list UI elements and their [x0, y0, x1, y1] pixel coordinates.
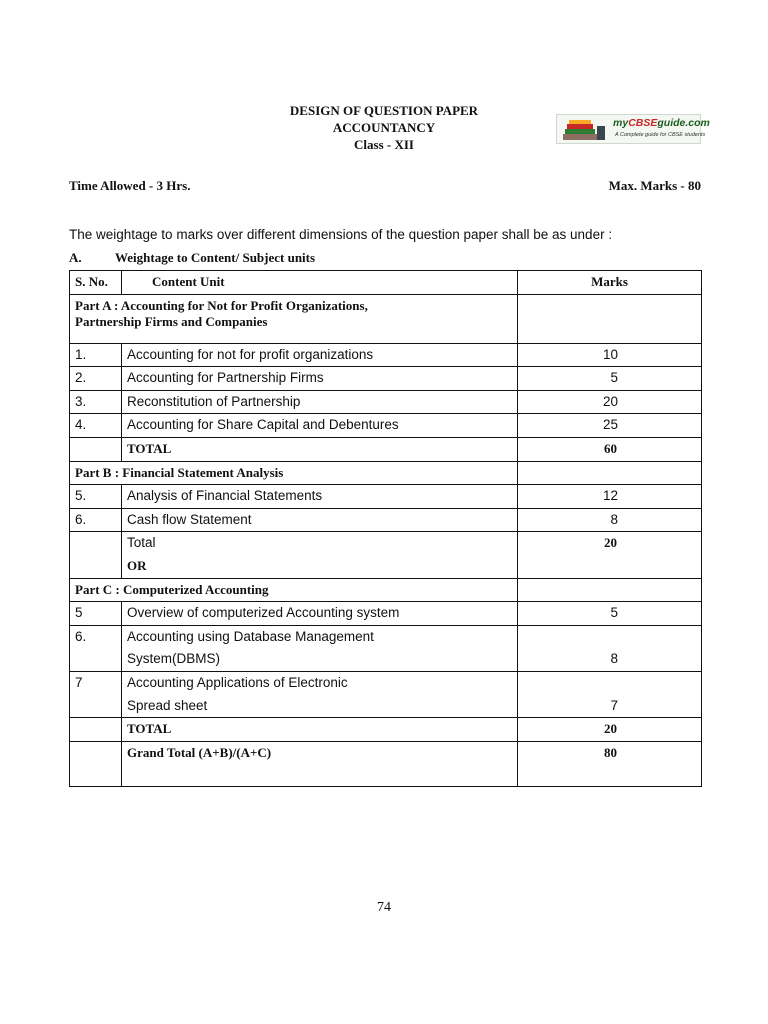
table-row — [70, 343, 702, 367]
row-unit: Accounting for Partnership Firms — [122, 367, 518, 391]
mycbseguide-logo — [556, 114, 710, 144]
logo-brand-cbse: CBSE — [628, 117, 658, 129]
max-marks: Max. Marks - 80 — [608, 178, 701, 193]
table-row — [70, 695, 702, 718]
total-label: TOTAL — [122, 437, 518, 461]
row-sno: 4. — [70, 414, 122, 438]
part-a-row — [70, 294, 702, 343]
logo-tagline: A Complete guide for CBSE students — [615, 132, 706, 138]
page-number: 74 — [377, 900, 391, 915]
row-unit: Overview of computerized Accounting system — [122, 602, 518, 626]
logo-brand-suffix: guide.com — [657, 117, 710, 129]
row-marks: 5 — [518, 367, 702, 391]
part-c-heading: Part C : Computerized Accounting — [70, 578, 518, 602]
row-marks — [518, 671, 702, 694]
grand-total-row — [70, 741, 702, 786]
part-b-row — [70, 461, 702, 485]
total-marks: 20 — [518, 532, 702, 578]
table-row — [70, 390, 702, 414]
row-sno — [70, 718, 122, 742]
part-a-line-2: Partnership Firms and Companies — [75, 313, 268, 329]
row-marks: 5 — [518, 602, 702, 626]
part-b-total-row — [70, 532, 702, 578]
part-c-marks — [518, 578, 702, 602]
row-marks: 12 — [518, 485, 702, 509]
total-label: Total — [127, 535, 156, 551]
section-letter: A. — [69, 250, 82, 265]
row-sno: 3. — [70, 390, 122, 414]
row-sno: 7 — [70, 671, 122, 694]
row-unit: Cash flow Statement — [122, 508, 518, 532]
header-content-unit: Content Unit — [122, 271, 518, 295]
part-b-marks — [518, 461, 702, 485]
table-row — [70, 485, 702, 509]
row-sno: 6. — [70, 508, 122, 532]
row-marks: 25 — [518, 414, 702, 438]
row-marks: 7 — [518, 695, 702, 718]
row-sno: 5 — [70, 602, 122, 626]
grand-total-marks: 80 — [518, 741, 702, 786]
logo-brand — [613, 117, 710, 129]
total-label-cell — [122, 532, 518, 578]
row-unit: Accounting using Database Management — [122, 625, 518, 648]
table-row — [70, 508, 702, 532]
row-marks: 8 — [518, 648, 702, 671]
part-c-row — [70, 578, 702, 602]
row-unit: System(DBMS) — [122, 648, 518, 671]
total-label: TOTAL — [122, 718, 518, 742]
row-sno: 6. — [70, 625, 122, 648]
table-row — [70, 602, 702, 626]
row-unit: Accounting for not for profit organizations — [122, 343, 518, 367]
part-a-heading — [70, 294, 518, 343]
title-line-1: DESIGN OF QUESTION PAPER — [289, 103, 479, 118]
row-unit: Spread sheet — [122, 695, 518, 718]
row-sno: 2. — [70, 367, 122, 391]
header-sno: S. No. — [70, 271, 122, 295]
table-header-row — [70, 271, 702, 295]
time-allowed: Time Allowed - 3 Hrs. — [69, 178, 191, 193]
row-sno — [70, 741, 122, 786]
or-label: OR — [127, 557, 147, 573]
row-marks: 10 — [518, 343, 702, 367]
row-marks — [518, 625, 702, 648]
grand-total-label: Grand Total (A+B)/(A+C) — [122, 741, 518, 786]
intro-text: The weightage to marks over different dimensions of the question paper shall be as under : — [69, 227, 613, 242]
row-marks: 8 — [518, 508, 702, 532]
row-sno — [70, 648, 122, 671]
table-row — [70, 648, 702, 671]
row-sno — [70, 437, 122, 461]
row-sno — [70, 695, 122, 718]
part-a-total-row — [70, 437, 702, 461]
title-line-2: ACCOUNTANCY — [332, 120, 436, 135]
total-marks: 60 — [518, 437, 702, 461]
header-marks: Marks — [518, 271, 702, 295]
total-marks: 20 — [518, 718, 702, 742]
books-icon — [561, 118, 609, 142]
part-b-heading: Part B : Financial Statement Analysis — [70, 461, 518, 485]
document-title — [250, 102, 518, 153]
row-unit: Accounting Applications of Electronic — [122, 671, 518, 694]
table-row — [70, 367, 702, 391]
table-row — [70, 414, 702, 438]
row-sno: 5. — [70, 485, 122, 509]
row-marks: 20 — [518, 390, 702, 414]
part-c-total-row — [70, 718, 702, 742]
part-a-line-1: Part A : Accounting for Not for Profit Organizations, — [75, 297, 368, 313]
table-row — [70, 671, 702, 694]
row-unit: Accounting for Share Capital and Debentures — [122, 414, 518, 438]
row-unit: Reconstitution of Partnership — [122, 390, 518, 414]
table-row — [70, 625, 702, 648]
part-a-marks — [518, 294, 702, 343]
title-line-3: Class - XII — [354, 137, 414, 152]
section-title: Weightage to Content/ Subject units — [115, 250, 316, 265]
weightage-table — [69, 270, 702, 787]
row-sno — [70, 532, 122, 578]
row-unit: Analysis of Financial Statements — [122, 485, 518, 509]
row-sno: 1. — [70, 343, 122, 367]
logo-brand-prefix: my — [613, 117, 629, 129]
section-heading — [69, 250, 315, 266]
